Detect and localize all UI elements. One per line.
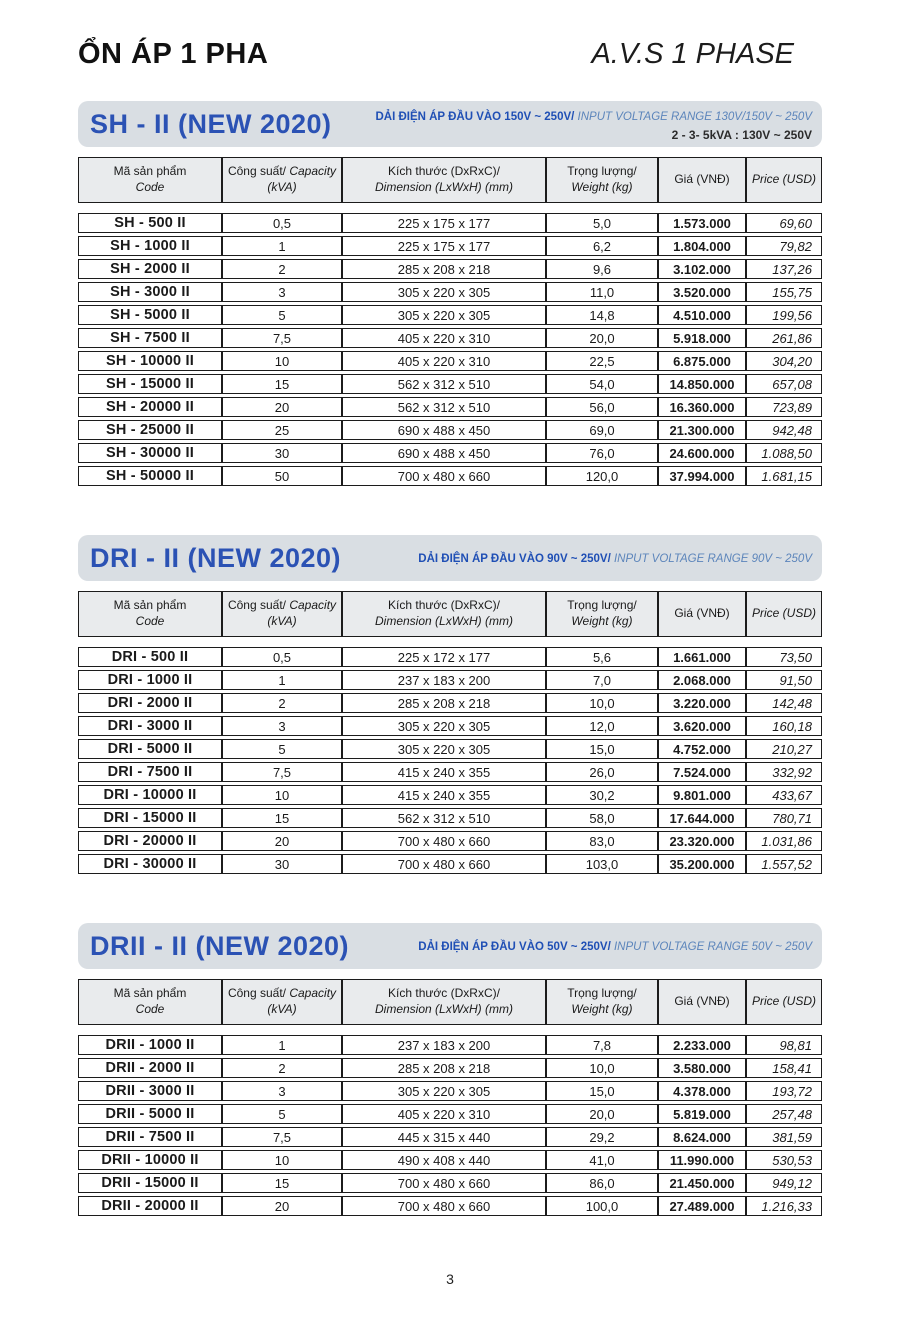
table-cell: 7,5 — [222, 1127, 342, 1147]
page-number: 3 — [446, 1271, 454, 1287]
table-cell: 261,86 — [746, 328, 822, 348]
table-cell: 415 x 240 x 355 — [342, 762, 546, 782]
table-row — [78, 213, 822, 233]
table-row — [78, 374, 822, 394]
table-cell: 7,8 — [546, 1035, 658, 1055]
table-header — [78, 157, 822, 203]
table-cell: 700 x 480 x 660 — [342, 466, 546, 486]
table-cell: 305 x 220 x 305 — [342, 1081, 546, 1101]
table-cell: 10 — [222, 351, 342, 371]
table-cell: 690 x 488 x 450 — [342, 443, 546, 463]
table-cell: DRI - 30000 II — [78, 854, 222, 874]
table-cell: 20 — [222, 397, 342, 417]
table-cell: 1 — [222, 670, 342, 690]
table-cell: 199,56 — [746, 305, 822, 325]
price-table-drii — [78, 976, 822, 1219]
col-header-price-vnd: Giá (VNĐ) — [658, 157, 746, 203]
table-row — [78, 739, 822, 759]
table-cell: 73,50 — [746, 647, 822, 667]
table-body — [78, 640, 822, 874]
table-cell: 158,41 — [746, 1058, 822, 1078]
table-cell: DRII - 2000 II — [78, 1058, 222, 1078]
table-cell: 4.378.000 — [658, 1081, 746, 1101]
table-cell: 15,0 — [546, 1081, 658, 1101]
table-cell: 305 x 220 x 305 — [342, 716, 546, 736]
col-header-price-usd: Price (USD) — [746, 591, 822, 637]
page-header — [78, 38, 822, 71]
table-cell: 690 x 488 x 450 — [342, 420, 546, 440]
table-cell: 56,0 — [546, 397, 658, 417]
col-header-weight: Trọng lượng/ Weight (kg) — [546, 591, 658, 637]
table-cell: 433,67 — [746, 785, 822, 805]
table-row — [78, 1150, 822, 1170]
table-cell: 20,0 — [546, 328, 658, 348]
col-header-dimension: Kích thước (DxRxC)/ Dimension (LxWxH) (mm) — [342, 157, 546, 203]
col-header-capacity: Công suất/ Capacity (kVA) — [222, 979, 342, 1025]
table-cell: 3.580.000 — [658, 1058, 746, 1078]
table-row — [78, 693, 822, 713]
table-cell: 29,2 — [546, 1127, 658, 1147]
table-cell: 8.624.000 — [658, 1127, 746, 1147]
table-cell: 4.752.000 — [658, 739, 746, 759]
table-row — [78, 420, 822, 440]
table-row — [78, 305, 822, 325]
table-cell: 58,0 — [546, 808, 658, 828]
table-cell: 237 x 183 x 200 — [342, 1035, 546, 1055]
table-cell: 1.216,33 — [746, 1196, 822, 1216]
table-cell: 5 — [222, 305, 342, 325]
table-cell: 5 — [222, 1104, 342, 1124]
col-header-weight: Trọng lượng/ Weight (kg) — [546, 979, 658, 1025]
table-cell: 562 x 312 x 510 — [342, 808, 546, 828]
table-cell: 530,53 — [746, 1150, 822, 1170]
section-drii-ii — [78, 923, 822, 1219]
section-header-bar — [78, 923, 822, 969]
table-cell: 2 — [222, 1058, 342, 1078]
table-cell: DRI - 7500 II — [78, 762, 222, 782]
col-header-price-usd: Price (USD) — [746, 157, 822, 203]
table-cell: 103,0 — [546, 854, 658, 874]
table-cell: 1 — [222, 236, 342, 256]
table-row — [78, 236, 822, 256]
col-header-dimension: Kích thước (DxRxC)/ Dimension (LxWxH) (mm) — [342, 591, 546, 637]
table-row — [78, 1058, 822, 1078]
table-cell: SH - 20000 II — [78, 397, 222, 417]
section-title: SH - II (NEW 2020) — [90, 108, 332, 139]
col-header-code: Mã sản phẩm Code — [78, 157, 222, 203]
table-cell: DRI - 5000 II — [78, 739, 222, 759]
table-cell: 1 — [222, 1035, 342, 1055]
table-cell: DRII - 1000 II — [78, 1035, 222, 1055]
table-cell: 1.088,50 — [746, 443, 822, 463]
table-cell: 7,5 — [222, 328, 342, 348]
table-cell: 700 x 480 x 660 — [342, 854, 546, 874]
table-cell: 142,48 — [746, 693, 822, 713]
table-cell: 3 — [222, 1081, 342, 1101]
section-title: DRII - II (NEW 2020) — [90, 930, 350, 961]
table-cell: 285 x 208 x 218 — [342, 693, 546, 713]
col-header-code: Mã sản phẩm Code — [78, 591, 222, 637]
table-cell: DRI - 10000 II — [78, 785, 222, 805]
table-cell: 225 x 172 x 177 — [342, 647, 546, 667]
table-cell: 405 x 220 x 310 — [342, 351, 546, 371]
table-row — [78, 808, 822, 828]
table-cell: 91,50 — [746, 670, 822, 690]
table-cell: 3 — [222, 716, 342, 736]
table-cell: SH - 5000 II — [78, 305, 222, 325]
table-cell: 3.620.000 — [658, 716, 746, 736]
table-row — [78, 670, 822, 690]
table-cell: SH - 1000 II — [78, 236, 222, 256]
table-cell: 30 — [222, 443, 342, 463]
table-cell: DRI - 20000 II — [78, 831, 222, 851]
table-cell: DRII - 7500 II — [78, 1127, 222, 1147]
table-cell: 16.360.000 — [658, 397, 746, 417]
table-cell: SH - 7500 II — [78, 328, 222, 348]
col-header-code: Mã sản phẩm Code — [78, 979, 222, 1025]
table-cell: 445 x 315 x 440 — [342, 1127, 546, 1147]
col-header-price-usd: Price (USD) — [746, 979, 822, 1025]
table-row — [78, 762, 822, 782]
table-cell: 305 x 220 x 305 — [342, 739, 546, 759]
table-body — [78, 1028, 822, 1216]
table-cell: 10,0 — [546, 1058, 658, 1078]
table-cell: 24.600.000 — [658, 443, 746, 463]
table-cell: 10 — [222, 1150, 342, 1170]
table-cell: DRI - 15000 II — [78, 808, 222, 828]
table-cell: 1.031,86 — [746, 831, 822, 851]
table-cell: 6,2 — [546, 236, 658, 256]
table-cell: SH - 500 II — [78, 213, 222, 233]
table-header — [78, 591, 822, 637]
table-cell: 381,59 — [746, 1127, 822, 1147]
table-cell: 1.804.000 — [658, 236, 746, 256]
col-header-weight: Trọng lượng/ Weight (kg) — [546, 157, 658, 203]
table-cell: DRI - 1000 II — [78, 670, 222, 690]
table-cell: 83,0 — [546, 831, 658, 851]
table-cell: 50 — [222, 466, 342, 486]
table-cell: 20 — [222, 831, 342, 851]
table-cell: 6.875.000 — [658, 351, 746, 371]
section-subtitle — [418, 547, 812, 569]
table-cell: 1.573.000 — [658, 213, 746, 233]
table-cell: 1.557,52 — [746, 854, 822, 874]
table-cell: DRII - 20000 II — [78, 1196, 222, 1216]
table-row — [78, 1196, 822, 1216]
table-cell: 37.994.000 — [658, 466, 746, 486]
table-body — [78, 206, 822, 486]
table-cell: 490 x 408 x 440 — [342, 1150, 546, 1170]
table-cell: 86,0 — [546, 1173, 658, 1193]
table-cell: 20,0 — [546, 1104, 658, 1124]
table-row — [78, 466, 822, 486]
table-cell: 15 — [222, 374, 342, 394]
table-cell: 7,0 — [546, 670, 658, 690]
col-header-capacity: Công suất/ Capacity (kVA) — [222, 157, 342, 203]
table-cell: 305 x 220 x 305 — [342, 282, 546, 302]
section-header-bar — [78, 535, 822, 581]
table-cell: 285 x 208 x 218 — [342, 1058, 546, 1078]
table-cell: 700 x 480 x 660 — [342, 831, 546, 851]
table-cell: 415 x 240 x 355 — [342, 785, 546, 805]
table-cell: 10,0 — [546, 693, 658, 713]
input-voltage-range: DẢI ĐIỆN ÁP ĐẦU VÀO 150V ~ 250V/ INPUT VOLTAGE RANGE 130V/150V ~ 250V — [375, 111, 812, 124]
table-row — [78, 328, 822, 348]
table-cell: SH - 10000 II — [78, 351, 222, 371]
table-cell: DRI - 2000 II — [78, 693, 222, 713]
table-cell: 98,81 — [746, 1035, 822, 1055]
table-header — [78, 979, 822, 1025]
table-cell: 23.320.000 — [658, 831, 746, 851]
table-cell: 26,0 — [546, 762, 658, 782]
table-cell: 11,0 — [546, 282, 658, 302]
table-cell: 41,0 — [546, 1150, 658, 1170]
table-cell: 3.102.000 — [658, 259, 746, 279]
table-cell: 14.850.000 — [658, 374, 746, 394]
table-cell: 723,89 — [746, 397, 822, 417]
table-cell: 3 — [222, 282, 342, 302]
table-cell: SH - 2000 II — [78, 259, 222, 279]
col-header-price-vnd: Giá (VNĐ) — [658, 979, 746, 1025]
table-cell: 304,20 — [746, 351, 822, 371]
table-cell: 54,0 — [546, 374, 658, 394]
table-cell: 137,26 — [746, 259, 822, 279]
table-cell: 21.450.000 — [658, 1173, 746, 1193]
table-cell: 3.220.000 — [658, 693, 746, 713]
table-cell: 155,75 — [746, 282, 822, 302]
table-cell: SH - 25000 II — [78, 420, 222, 440]
table-cell: 11.990.000 — [658, 1150, 746, 1170]
table-cell: 69,0 — [546, 420, 658, 440]
table-cell: 225 x 175 x 177 — [342, 213, 546, 233]
col-header-capacity: Công suất/ Capacity (kVA) — [222, 591, 342, 637]
table-cell: 35.200.000 — [658, 854, 746, 874]
table-cell: 5,6 — [546, 647, 658, 667]
table-row — [78, 1081, 822, 1101]
table-row — [78, 351, 822, 371]
table-cell: 405 x 220 x 310 — [342, 328, 546, 348]
table-cell: SH - 15000 II — [78, 374, 222, 394]
table-cell: 9.801.000 — [658, 785, 746, 805]
section-dri-ii — [78, 535, 822, 877]
table-cell: 76,0 — [546, 443, 658, 463]
table-cell: 15 — [222, 1173, 342, 1193]
table-row — [78, 1173, 822, 1193]
table-cell: 3.520.000 — [658, 282, 746, 302]
table-cell: 30 — [222, 854, 342, 874]
table-cell: 562 x 312 x 510 — [342, 397, 546, 417]
col-header-price-vnd: Giá (VNĐ) — [658, 591, 746, 637]
table-cell: 0,5 — [222, 647, 342, 667]
table-cell: 2 — [222, 693, 342, 713]
table-cell: 25 — [222, 420, 342, 440]
table-cell: 2 — [222, 259, 342, 279]
table-row — [78, 259, 822, 279]
table-cell: 120,0 — [546, 466, 658, 486]
table-cell: 21.300.000 — [658, 420, 746, 440]
page-title-vietnamese: ỔN ÁP 1 PHA — [78, 38, 269, 70]
table-row — [78, 443, 822, 463]
price-table-dri — [78, 588, 822, 877]
section-subtitle — [418, 935, 812, 957]
section-sh-ii — [78, 101, 822, 489]
table-cell: 2.068.000 — [658, 670, 746, 690]
table-cell: 2.233.000 — [658, 1035, 746, 1055]
col-header-dimension: Kích thước (DxRxC)/ Dimension (LxWxH) (mm) — [342, 979, 546, 1025]
table-cell: 700 x 480 x 660 — [342, 1196, 546, 1216]
table-cell: DRI - 3000 II — [78, 716, 222, 736]
table-cell: 27.489.000 — [658, 1196, 746, 1216]
table-cell: 1.681,15 — [746, 466, 822, 486]
page-title-english: A.V.S 1 PHASE — [591, 38, 794, 70]
table-cell: 22,5 — [546, 351, 658, 371]
table-cell: 1.661.000 — [658, 647, 746, 667]
table-row — [78, 854, 822, 874]
table-cell: 100,0 — [546, 1196, 658, 1216]
table-cell: 305 x 220 x 305 — [342, 305, 546, 325]
table-cell: 237 x 183 x 200 — [342, 670, 546, 690]
table-cell: 160,18 — [746, 716, 822, 736]
table-row — [78, 282, 822, 302]
table-cell: 700 x 480 x 660 — [342, 1173, 546, 1193]
table-cell: 942,48 — [746, 420, 822, 440]
table-row — [78, 647, 822, 667]
table-cell: 225 x 175 x 177 — [342, 236, 546, 256]
table-cell: DRI - 500 II — [78, 647, 222, 667]
table-cell: 5.918.000 — [658, 328, 746, 348]
table-cell: 17.644.000 — [658, 808, 746, 828]
table-cell: 562 x 312 x 510 — [342, 374, 546, 394]
table-cell: 7,5 — [222, 762, 342, 782]
table-cell: 657,08 — [746, 374, 822, 394]
table-row — [78, 785, 822, 805]
table-row — [78, 397, 822, 417]
table-cell: SH - 50000 II — [78, 466, 222, 486]
table-cell: 5 — [222, 739, 342, 759]
table-cell: 5,0 — [546, 213, 658, 233]
table-cell: 79,82 — [746, 236, 822, 256]
voltage-note: 2 - 3- 5kVA : 130V ~ 250V — [671, 127, 812, 142]
section-subtitle — [375, 105, 812, 143]
table-cell: 12,0 — [546, 716, 658, 736]
section-title: DRI - II (NEW 2020) — [90, 542, 342, 573]
table-cell: 257,48 — [746, 1104, 822, 1124]
table-cell: 405 x 220 x 310 — [342, 1104, 546, 1124]
table-cell: 210,27 — [746, 739, 822, 759]
table-cell: 69,60 — [746, 213, 822, 233]
table-cell: 4.510.000 — [658, 305, 746, 325]
table-row — [78, 1035, 822, 1055]
input-voltage-range: DẢI ĐIỆN ÁP ĐẦU VÀO 50V ~ 250V/ INPUT VOLTAGE RANGE 50V ~ 250V — [418, 941, 812, 954]
price-table-sh — [78, 154, 822, 489]
table-cell: 15 — [222, 808, 342, 828]
table-cell: SH - 3000 II — [78, 282, 222, 302]
table-cell: 15,0 — [546, 739, 658, 759]
table-cell: 949,12 — [746, 1173, 822, 1193]
table-cell: DRII - 5000 II — [78, 1104, 222, 1124]
table-row — [78, 716, 822, 736]
table-cell: 7.524.000 — [658, 762, 746, 782]
table-cell: 285 x 208 x 218 — [342, 259, 546, 279]
table-cell: SH - 30000 II — [78, 443, 222, 463]
table-cell: 9,6 — [546, 259, 658, 279]
table-cell: 10 — [222, 785, 342, 805]
table-row — [78, 831, 822, 851]
table-cell: 332,92 — [746, 762, 822, 782]
table-cell: 780,71 — [746, 808, 822, 828]
table-cell: DRII - 15000 II — [78, 1173, 222, 1193]
table-cell: 30,2 — [546, 785, 658, 805]
table-row — [78, 1127, 822, 1147]
table-cell: 0,5 — [222, 213, 342, 233]
table-cell: 20 — [222, 1196, 342, 1216]
section-header-bar — [78, 101, 822, 147]
table-row — [78, 1104, 822, 1124]
table-cell: DRII - 10000 II — [78, 1150, 222, 1170]
table-cell: 14,8 — [546, 305, 658, 325]
table-cell: DRII - 3000 II — [78, 1081, 222, 1101]
table-cell: 193,72 — [746, 1081, 822, 1101]
table-cell: 5.819.000 — [658, 1104, 746, 1124]
input-voltage-range: DẢI ĐIỆN ÁP ĐẦU VÀO 90V ~ 250V/ INPUT VOLTAGE RANGE 90V ~ 250V — [418, 553, 812, 566]
